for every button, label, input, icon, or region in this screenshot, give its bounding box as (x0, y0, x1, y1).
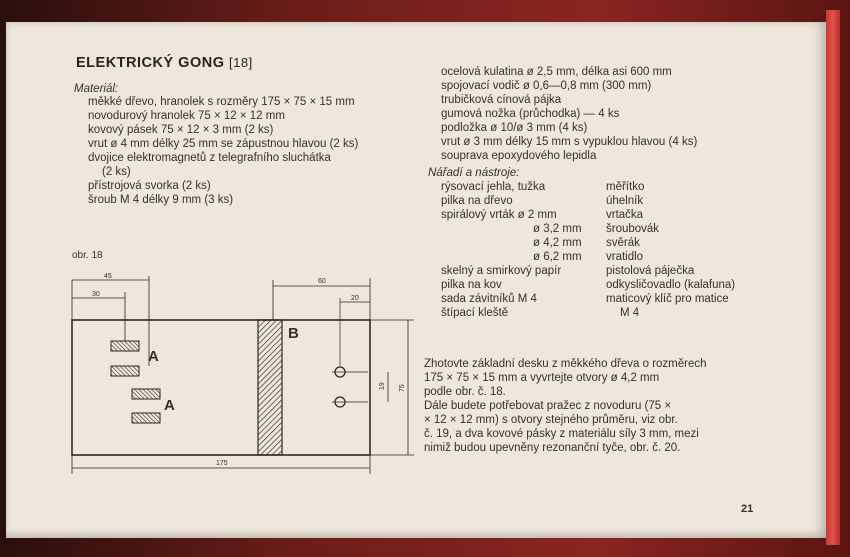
tool-item: spirálový vrták ø 2 mm (441, 209, 557, 221)
dimension-20: 20 (351, 295, 359, 302)
electromagnet-block (111, 341, 139, 351)
tool-item: M 4 (620, 307, 640, 319)
material-item: (2 ks) (102, 166, 131, 178)
dimension-60: 60 (318, 278, 326, 285)
material-item: novodurový hranolek 75 × 12 × 12 mm (88, 110, 285, 122)
label-b: B (288, 325, 299, 342)
tool-item: vratidlo (606, 251, 644, 263)
tool-item: vrtačka (606, 209, 644, 221)
base-board-outline (72, 320, 370, 455)
tool-item: pilka na dřevo (441, 195, 513, 207)
tool-item: štípací kleště (441, 307, 509, 319)
label-a-upper: A (148, 348, 159, 365)
tools-heading: Nářadí a nástroje: (428, 167, 520, 179)
material-item-right: trubičková cínová pájka (441, 94, 562, 106)
tool-item: odkysličovadlo (kalafuna) (606, 279, 736, 291)
material-item: kovový pásek 75 × 12 × 3 mm (2 ks) (88, 124, 274, 136)
electromagnet-block (132, 389, 160, 399)
electromagnet-block (132, 413, 160, 423)
tool-item: pilka na kov (441, 279, 502, 291)
tool-item: sada závitníků M 4 (441, 293, 537, 305)
body-line: × 12 × 12 mm) s otvory stejného průměru, viz obr. (424, 414, 678, 426)
body-line: č. 19, a dva kovové pásky z materiálu síly 3 mm, mezi (424, 428, 699, 440)
title-text: ELEKTRICKÝ GONG (76, 55, 225, 71)
label-a-lower: A (164, 397, 175, 414)
tool-item: ø 6,2 mm (533, 251, 582, 263)
body-line: 175 × 75 × 15 mm a vyvrtejte otvory ø 4,2 mm (424, 372, 660, 384)
material-item: měkké dřevo, hranolek s rozměry 175 × 75 × 15 mm (88, 96, 355, 108)
book-edge (826, 10, 840, 545)
tool-item: úhelník (606, 195, 644, 207)
body-line: Dále budete potřebovat pražec z novoduru (75 × (424, 400, 672, 412)
dimension-175: 175 (216, 460, 228, 467)
title-reference: [18] (229, 55, 253, 70)
figure-caption: obr. 18 (72, 250, 103, 261)
tool-item: pistolová páječka (606, 265, 695, 277)
page-number: 21 (741, 503, 754, 515)
material-item-right: gumová nožka (průchodka) — 4 ks (441, 108, 620, 120)
tool-item: skelný a smirkový papír (441, 265, 562, 277)
dimension-19: 19 (379, 382, 386, 390)
tool-item: ø 4,2 mm (533, 237, 582, 249)
tool-item: měřítko (606, 181, 645, 193)
material-item-right: souprava epoxydového lepidla (441, 150, 597, 162)
dimension-45: 45 (104, 273, 112, 280)
tool-item: šroubovák (606, 223, 660, 235)
tool-item: rýsovací jehla, tužka (441, 181, 546, 193)
hatched-sleeper (258, 320, 282, 455)
material-item: dvojice elektromagnetů z telegrafního sluchátka (88, 152, 331, 164)
body-line: nimiž budou upevněny rezonanční tyče, obr. č. 20. (424, 442, 681, 454)
dimension-30: 30 (92, 291, 100, 298)
body-line: podle obr. č. 18. (424, 386, 506, 398)
material-heading: Materiál: (74, 83, 119, 95)
material-item-right: vrut ø 3 mm délky 15 mm s vypuklou hlavou (4 ks) (441, 136, 698, 148)
electromagnet-block (111, 366, 139, 376)
body-line: Zhotovte základní desku z měkkého dřeva o rozměrech (424, 358, 707, 370)
material-item-right: ocelová kulatina ø 2,5 mm, délka asi 600 mm (441, 66, 672, 78)
page-title (76, 55, 253, 71)
material-item: přístrojová svorka (2 ks) (88, 180, 211, 192)
material-item-right: spojovací vodič ø 0,6—0,8 mm (300 mm) (441, 80, 652, 92)
tool-item: maticový klíč pro matice (606, 293, 729, 305)
tool-item: svěrák (606, 237, 640, 249)
figure-18-drawing (68, 268, 418, 488)
tool-item: ø 3,2 mm (533, 223, 582, 235)
material-item: šroub M 4 délky 9 mm (3 ks) (88, 194, 234, 206)
material-item-right: podložka ø 10/ø 3 mm (4 ks) (441, 122, 588, 134)
dimension-75: 75 (399, 384, 406, 392)
material-item: vrut ø 4 mm délky 25 mm se zápustnou hlavou (2 ks) (88, 138, 359, 150)
